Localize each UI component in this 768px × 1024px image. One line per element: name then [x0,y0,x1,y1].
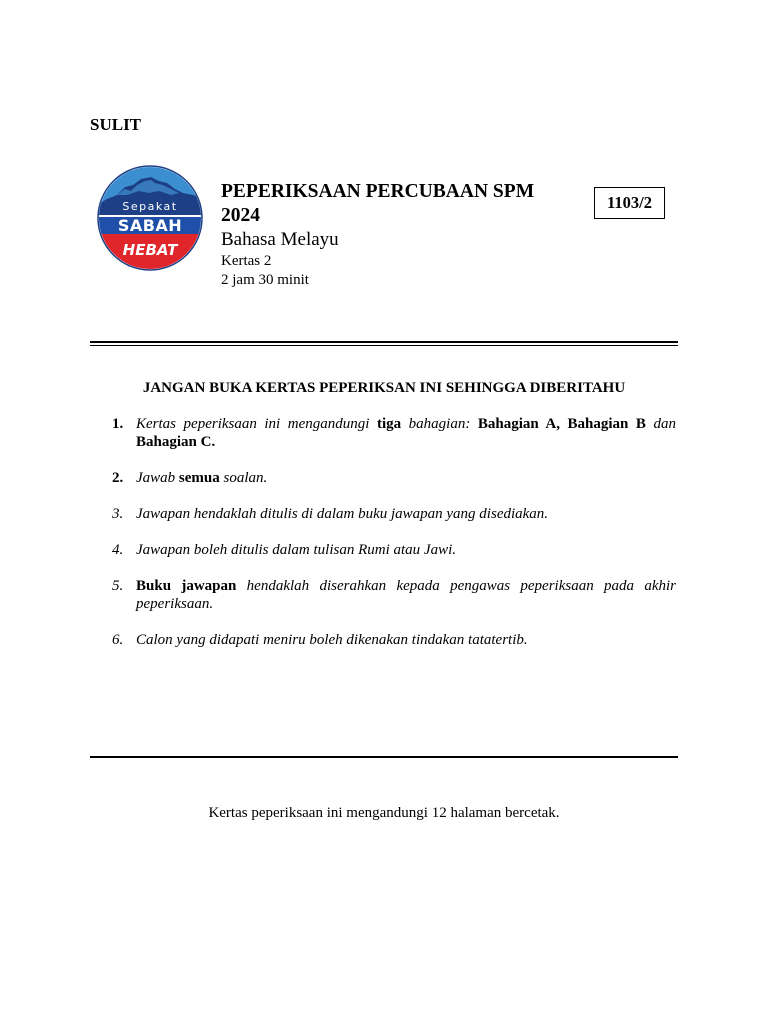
instruction-number: 2. [112,470,124,486]
subject-code-box [594,187,665,219]
subject-name: Bahasa Melayu [221,229,339,250]
instruction-bold-part: Bahagian A, Bahagian B [477,416,646,432]
instruction-number: 1. [112,416,124,432]
instruction-bold-part: tiga [376,416,402,432]
instruction-item [90,541,678,559]
instruction-item [90,415,678,451]
subject-code: 1103/2 [607,193,652,212]
logo-bottom-text: HEBAT [122,241,178,259]
exam-title: PEPERIKSAAN PERCUBAAN SPM 2024 [221,181,535,226]
page-count-note: Kertas peperiksaan ini mengandungi 12 halaman bercetak. [208,805,560,821]
instruction-number: 5. [112,578,124,594]
instruction-text-part: hendaklah diserahkan kepada pengawas peperiksaan pada akhir peperiksaan. [136,578,676,612]
sepakat-sabah-hebat-logo [97,165,203,271]
instruction-text-part: Kertas peperiksaan ini mengandungi [136,416,377,432]
exam-duration: 2 jam 30 minit [221,272,309,288]
instruction-item [90,469,678,487]
instruction-item [90,505,678,523]
bottom-divider [90,756,678,758]
instruction-bold-part: Buku jawapan [136,578,237,594]
instruction-text-part: Jawab [136,470,179,486]
instruction-item [90,577,678,613]
instruction-text [136,415,678,451]
instruction-text: Calon yang didapati meniru boleh dikenakan tindakan tatatertib. [136,632,528,648]
double-divider [90,341,678,343]
paper-number: Kertas 2 [221,253,272,269]
instruction-item [90,631,678,649]
logo-top-text: Sepakat [122,200,178,213]
instruction-text: Jawapan boleh ditulis dalam tulisan Rumi atau Jawi. [136,542,456,558]
instruction-text-part: soalan. [219,470,268,486]
instruction-text-part: bahagian: [401,416,478,432]
logo-main-text: SABAH [117,216,183,235]
instruction-bold-part: semua [178,470,220,486]
instruction-text [136,577,678,613]
instructions-list [90,415,678,667]
instruction-text [136,469,678,487]
instruction-number: 6. [112,632,124,648]
instruction-number: 4. [112,542,124,558]
instruction-number: 3. [112,506,124,522]
instruction-bold-part: Bahagian C. [136,434,216,450]
instruction-text: Jawapan hendaklah ditulis di dalam buku jawapan yang disediakan. [136,506,549,522]
instruction-text-part: dan [645,416,676,432]
warning-heading: JANGAN BUKA KERTAS PEPERIKSAN INI SEHINGGA DIBERITAHU [142,380,626,396]
classification-label: SULIT [90,115,142,134]
exam-title-block [221,180,571,290]
